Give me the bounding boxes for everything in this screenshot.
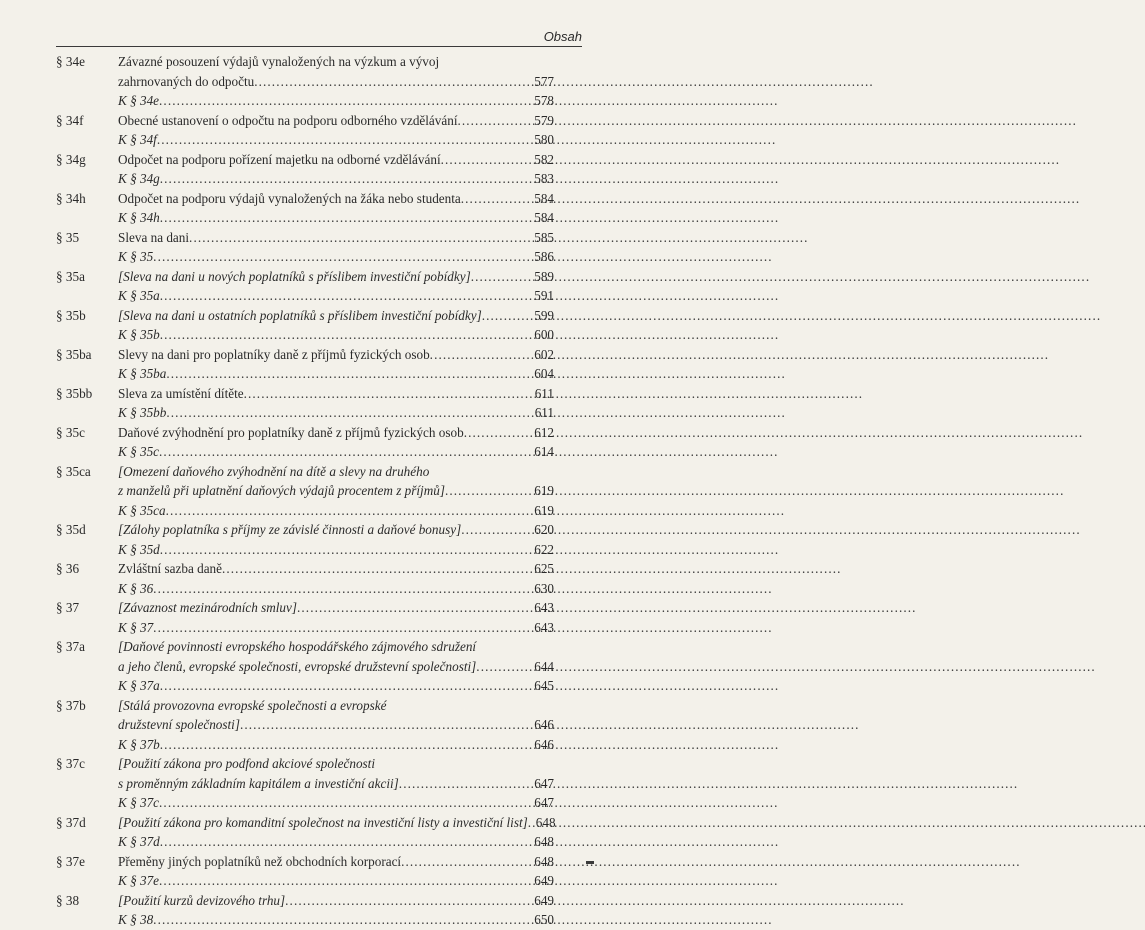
dot-leader [160,208,532,228]
commentary-page-number: 611 [534,405,554,420]
commentary-title: K § 35bb [118,405,167,420]
dot-leader [159,442,532,462]
entry-title: [Použití zákona pro podfond akciové společnosti [118,756,376,771]
commentary-title: K § 35ba [118,366,167,381]
page-number: 647 [534,775,554,791]
entry-title: [Daňové povinnosti evropského hospodářského zájmového sdružení [118,639,477,654]
commentary-page-number: 583 [534,171,554,186]
entry-title: [Použití kurzů devizového trhu] [118,892,286,908]
toc-entry [56,306,554,345]
section-number: § 35ba [56,346,92,362]
dot-leader [160,540,532,560]
commentary-title: K § 37a [118,678,160,693]
commentary-page-number: 584 [534,210,554,225]
toc-entry [56,891,554,930]
entry-title: [Omezení daňového zvýhodnění na dítě a slevy na druhého [118,463,430,479]
page-number: 582 [534,151,554,167]
entry-title: Sleva za umístění dítěte [118,385,244,401]
toc-entry [56,423,554,462]
entry-title: Odpočet na podporu výdajů vynaložených na žáka nebo studenta [118,190,461,206]
commentary-title: K § 35b [118,327,160,342]
dot-leader [189,228,532,248]
dot-leader [482,306,533,326]
commentary-page-number: 614 [534,444,554,459]
page-number: 644 [534,658,554,674]
page-number: 643 [534,600,554,615]
toc-entry [56,559,554,598]
entry-title: Odpočet na podporu pořízení majetku na odborné vzdělávání [118,151,441,167]
section-number: § 37b [56,697,86,713]
section-number: § 34e [56,54,85,69]
commentary-page-number: 649 [534,873,554,888]
toc-entry [56,267,554,306]
toc-entry [56,189,554,228]
toc-entry [56,150,554,189]
dot-leader [401,852,532,872]
commentary-title: K § 35d [118,541,160,557]
page-number: 599 [534,307,554,323]
commentary-page-number: 580 [534,132,554,147]
dot-leader [153,618,532,638]
dot-leader [471,267,533,287]
page-number: 649 [534,892,554,908]
page-number: 648 [535,814,556,830]
dot-leader [476,657,532,677]
page-number: 612 [534,424,554,440]
entry-title: a jeho členů, evropské společnosti, evropské družstevní společnosti] [118,658,477,674]
header-title: Obsah [543,29,582,44]
dot-leader [160,286,532,306]
dot-leader [160,325,532,345]
toc-entry [56,754,554,813]
entry-title: Slevy na dani pro poplatníky daně z příjmů fyzických osob [118,346,430,362]
toc-entry [56,520,554,559]
dot-leader [285,891,532,911]
dot-leader [166,364,532,384]
section-number: § 36 [56,561,80,576]
commentary-page-number: 578 [534,93,554,108]
dot-leader [160,735,532,755]
page-number: 589 [534,268,554,284]
commentary-page-number: 650 [534,912,554,927]
commentary-page-number: 622 [534,541,554,557]
entry-title: z manželů při uplatnění daňových výdajů procentem z příjmů] [118,483,445,498]
commentary-page-number: 619 [534,502,554,518]
entry-title: [Stálá provozovna evropské společnosti a evropské [118,697,387,713]
page-number: 602 [534,346,554,362]
dot-leader [159,91,532,111]
entry-title: [Sleva na dani u nových poplatníků s příslibem investiční pobídky] [118,268,471,284]
section-number: § 34g [56,151,86,167]
page-number: 648 [534,853,554,869]
entry-title: [Použití zákona pro komanditní společnost na investiční listy a investiční list] [118,814,528,830]
commentary-title: K § 38 [118,912,154,927]
commentary-title: K § 36 [118,580,154,596]
entry-title: zahrnovaných do odpočtu [118,73,255,89]
corner-mark [586,861,594,864]
commentary-title: K § 37b [118,736,160,752]
commentary-title: K § 35c [118,444,160,459]
commentary-title: K § 37c [118,795,160,810]
commentary-title: K § 37d [118,834,160,849]
page-number: 579 [534,112,554,128]
section-number: § 35b [56,307,86,323]
entry-title: družstevní společnosti] [118,717,240,732]
page-number: 646 [534,717,554,732]
page-number: 620 [534,522,554,537]
dot-leader [157,130,532,150]
toc-entry [56,228,554,267]
commentary-page-number: 591 [534,288,554,303]
page-number: 619 [534,483,554,498]
toc-entry [56,637,554,696]
commentary-page-number: 643 [534,619,554,635]
dot-leader [464,423,533,443]
page-number: 611 [534,385,554,401]
section-number: § 37 [56,600,80,615]
toc-entry [56,598,554,637]
commentary-title: K § 34g [118,171,160,186]
commentary-page-number: 630 [534,580,554,596]
page-number: 625 [534,561,554,576]
entry-title: Obecné ustanovení o odpočtu na podporu odborného vzdělávání [118,112,458,128]
dot-leader [399,774,532,794]
commentary-page-number: 600 [534,327,554,342]
dot-leader [461,189,532,209]
dot-leader [244,384,533,404]
entry-title: Sleva na dani [118,229,190,245]
section-number: § 35 [56,229,80,245]
dot-leader [461,520,532,540]
section-number: § 35bb [56,385,93,401]
page-number: 585 [534,229,554,245]
section-number: § 37d [56,814,86,830]
dot-leader [159,793,532,813]
toc-entry [56,52,554,111]
dot-leader [430,345,533,365]
entry-title: Přeměny jiných poplatníků než obchodních korporací [118,853,402,869]
entry-title: [Zálohy poplatníka s příjmy ze závislé činnosti a daňové bonusy] [118,522,462,537]
table-of-contents [56,52,554,930]
dot-leader [166,403,532,423]
entry-title: [Sleva na dani u ostatních poplatníků s příslibem investiční pobídky] [118,307,482,323]
commentary-title: K § 35 [118,249,154,264]
toc-entry [56,462,554,521]
dot-leader [159,871,532,891]
commentary-page-number: 586 [534,249,554,264]
entry-title: s proměnným základním kapitálem a investiční akcii] [118,775,399,791]
section-number: § 38 [56,892,80,908]
page-number: 584 [534,190,554,206]
toc-entry [56,384,554,423]
dot-leader [441,150,533,170]
section-number: § 37c [56,756,85,771]
toc-entry [56,852,554,891]
section-number: § 34h [56,190,86,206]
commentary-title: K § 35ca [118,502,166,518]
commentary-title: K § 37 [118,619,154,635]
commentary-title: K § 34f [118,132,157,147]
page-number: 577 [534,73,554,89]
dot-leader [160,676,532,696]
dot-leader [240,715,532,735]
section-number: § 35d [56,522,86,537]
toc-entry [56,696,554,755]
entry-title: Daňové zvýhodnění pro poplatníky daně z příjmů fyzických osob [118,424,464,440]
entry-title: Zvláštní sazba daně [118,561,222,576]
dot-leader [160,169,532,189]
toc-entry [56,111,554,150]
dot-leader [222,559,532,579]
dot-leader [153,247,532,267]
section-number: § 37a [56,639,85,654]
dot-leader [153,910,532,930]
commentary-title: K § 34e [118,93,160,108]
section-number: § 37e [56,853,85,869]
section-number: § 35ca [56,463,91,479]
dot-leader [153,579,532,599]
commentary-page-number: 647 [534,795,554,810]
dot-leader [166,501,533,521]
commentary-page-number: 645 [534,678,554,693]
entry-title: Závazné posouzení výdajů vynaložených na výzkum a vývoj [118,54,440,69]
section-number: § 35c [56,424,85,440]
section-number: § 35a [56,268,85,284]
entry-title: [Závaznost mezinárodních smluv] [118,600,298,615]
dot-leader [297,598,532,618]
dot-leader [254,72,532,92]
dot-leader [445,481,532,501]
commentary-page-number: 604 [534,366,554,381]
toc-entry [56,345,554,384]
toc-entry [56,813,554,852]
dot-leader [160,832,532,852]
commentary-page-number: 648 [534,834,554,849]
commentary-title: K § 34h [118,210,160,225]
commentary-title: K § 37e [118,873,160,888]
dot-leader [457,111,532,131]
section-number: § 34f [56,112,84,128]
commentary-title: K § 35a [118,288,160,303]
commentary-page-number: 646 [534,736,554,752]
running-header [56,28,582,47]
